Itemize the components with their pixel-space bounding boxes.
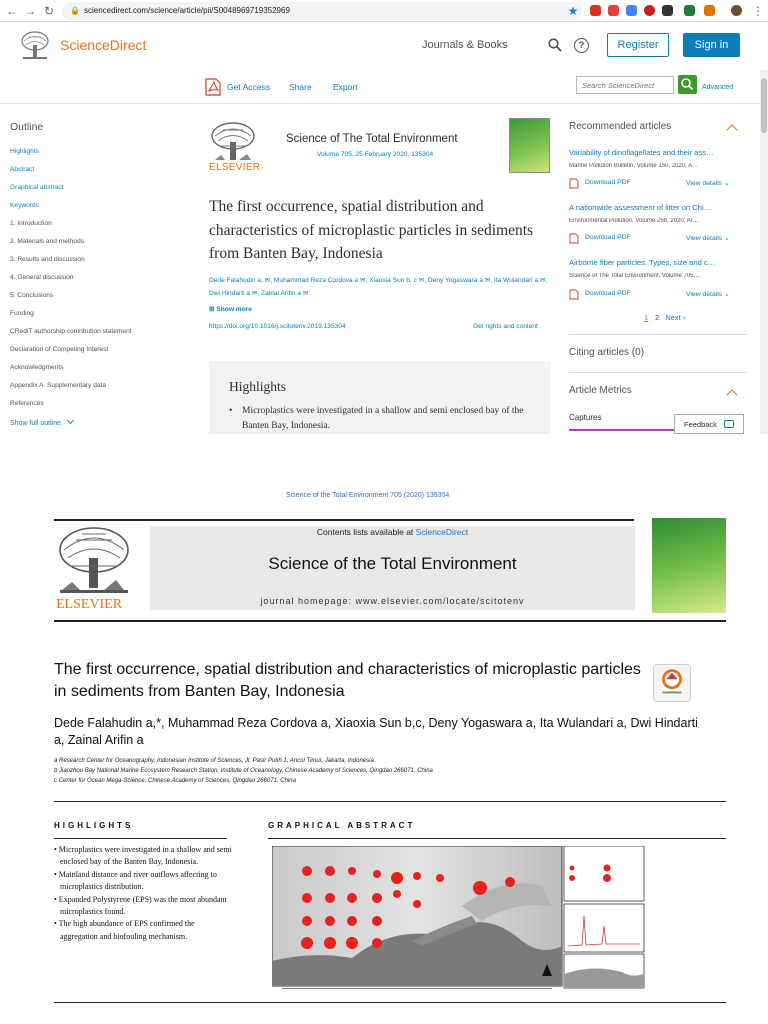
pdf-graphical-abstract-heading: GRAPHICAL ABSTRACT — [268, 821, 416, 830]
right-sidebar — [560, 104, 760, 434]
pdf-journal-homepage: journal homepage: www.elsevier.com/locate/scitotenv — [260, 596, 525, 606]
extension-icon[interactable] — [704, 5, 715, 16]
get-access-link[interactable]: Get Access — [227, 82, 270, 92]
profile-avatar[interactable] — [731, 5, 742, 16]
journal-cover-thumbnail[interactable] — [509, 118, 550, 173]
chat-bubble-icon — [724, 420, 734, 428]
back-icon[interactable]: ← — [6, 4, 18, 18]
chevron-right-icon: › — [682, 313, 686, 322]
outline-item-conclusions[interactable]: 5. Conclusions — [10, 292, 54, 299]
recommended-article-title[interactable]: Airborne fiber particles: Types, size and c… — [569, 258, 716, 267]
outline-item-acknowledgments[interactable]: Acknowledgments — [10, 364, 64, 371]
recommended-articles-title[interactable]: Recommended articles — [569, 121, 672, 132]
outline-title: Outline — [10, 121, 44, 133]
feedback-label: Feedback — [684, 420, 717, 429]
pdf-highlight-item: • Microplastics were investigated in a shallow and semi enclosed bay of the Banten Bay, Indonesia. — [54, 845, 232, 867]
pdf-journal-banner — [150, 526, 635, 610]
pdf-journal-name: Science of the Total Environment — [268, 554, 517, 573]
pdf-rule — [268, 838, 726, 839]
search-icon[interactable] — [548, 38, 562, 52]
outline-item-keywords[interactable]: Keywords — [10, 202, 39, 209]
pdf-affiliation-a: a Research Center for Oceanography, Indonesian Institute of Sciences, Jl. Pasir Putih 1, Ancol Timur, Jakarta, Indonesia — [54, 758, 374, 764]
view-details-label: View details — [686, 180, 723, 187]
page-2-link[interactable]: 2 — [655, 313, 660, 322]
view-details-label: View details — [686, 291, 723, 298]
chevron-up-icon[interactable] — [726, 124, 737, 135]
next-page-link[interactable] — [665, 313, 685, 322]
outline-item-general-discussion[interactable]: 4. General discussion — [10, 274, 74, 281]
pdf-contents-prefix: Contents lists available at — [316, 527, 416, 537]
pdf-affiliation-c: c Center for Ocean Mega-Science, Chinese Academy of Sciences, Qingdao 266071, China — [54, 778, 296, 784]
bookmark-star-icon[interactable]: ★ — [567, 4, 579, 18]
pdf-contents-line — [150, 527, 635, 537]
address-bar-url: sciencedirect.com/science/article/pii/S0048969719352969 — [84, 6, 290, 15]
check-for-updates-icon — [653, 664, 691, 702]
page-1-link[interactable]: 1 — [644, 313, 649, 322]
register-button[interactable]: Register — [607, 33, 669, 57]
recommended-article-source: Environmental Pollution, Volume 258, 2020, Ar… — [569, 218, 699, 224]
download-pdf-link[interactable]: Download PDF — [585, 234, 631, 241]
brand-name[interactable]: ScienceDirect — [60, 37, 147, 53]
pdf-affiliation-b: b Jiaozhou Bay National Marine Ecosystem Research Station, Institute of Oceanology, Chinese Academy of Sciences, Qingdao 266071, China — [54, 768, 433, 774]
pdf-icon[interactable] — [569, 233, 579, 244]
pdf-highlights-heading: HIGHLIGHTS — [54, 821, 134, 830]
outline-item-introduction[interactable]: 1. Introduction — [10, 220, 52, 227]
help-icon[interactable]: ? — [574, 38, 589, 53]
outline-item-abstract[interactable]: Abstract — [10, 166, 35, 173]
outline-item-credit[interactable]: CRediT authorship contribution statement — [10, 328, 132, 335]
site-header — [0, 22, 768, 70]
signin-button[interactable]: Sign in — [683, 33, 740, 57]
chevron-down-icon: ⌄ — [724, 235, 730, 242]
show-full-outline-link[interactable] — [10, 420, 73, 427]
chevron-down-icon: ⌄ — [724, 291, 730, 298]
article-header — [195, 104, 560, 434]
extension-icon[interactable] — [644, 5, 655, 16]
outline-item-competing-interest[interactable]: Declaration of Competing Interest — [10, 346, 109, 353]
extension-icon[interactable] — [608, 5, 619, 16]
elsevier-tree-logo-icon[interactable] — [209, 120, 257, 168]
pdf-highlight-item: • Mainland distance and river outflows affecting to microplastics distribution. — [54, 869, 217, 892]
search-submit-button[interactable] — [678, 75, 697, 94]
pdf-rule — [54, 1002, 726, 1003]
advanced-search-link[interactable]: Advanced — [702, 84, 734, 91]
pdf-article-title: The first occurrence, spatial distribution and characteristics of microplastic particles in sediments from Banten Bay, Indonesia — [54, 661, 641, 700]
elsevier-wordmark: ELSEVIER — [209, 162, 261, 173]
outline-item-references[interactable]: References — [10, 400, 44, 407]
pdf-affiliations — [54, 756, 694, 786]
view-details-link[interactable] — [686, 290, 730, 298]
pdf-author-list: Dede Falahudin a,*, Muhammad Reza Cordova a, Xiaoxia Sun b,c, Deny Yogaswara a, Ita Wulandari a, Dwi Hindarti a, Zainal Arifin a — [54, 716, 698, 747]
extension-icon[interactable] — [626, 5, 637, 16]
outline-item-results[interactable]: 3. Results and discussion — [10, 256, 85, 263]
forward-icon[interactable]: → — [24, 4, 36, 18]
extension-icon[interactable] — [684, 5, 695, 16]
article-action-bar — [0, 70, 760, 104]
outline-item-methods[interactable]: 2. Materials and methods — [10, 238, 85, 245]
download-pdf-link[interactable]: Download PDF — [585, 179, 631, 186]
chevron-down-icon — [67, 417, 74, 424]
recommended-article-source: Science of The Total Environment, Volume 705,… — [569, 273, 702, 279]
lock-icon: 🔒 — [70, 6, 80, 15]
article-metrics-title[interactable]: Article Metrics — [569, 385, 632, 396]
search-sciencedirect-input[interactable] — [576, 76, 674, 94]
share-link[interactable]: Share — [289, 82, 312, 92]
chevron-down-icon: ⌄ — [724, 180, 730, 187]
reload-icon[interactable]: ↻ — [43, 4, 55, 18]
recommended-article-title[interactable]: A nationwide assessment of litter on Chi… — [569, 203, 712, 212]
journals-books-link[interactable]: Journals & Books — [422, 39, 508, 51]
article-outline — [0, 104, 195, 434]
feedback-button[interactable] — [674, 414, 744, 434]
pdf-rule — [54, 620, 726, 622]
view-details-link[interactable] — [686, 179, 730, 187]
view-details-label: View details — [686, 235, 723, 242]
outline-item-funding[interactable]: Funding — [10, 310, 34, 317]
pdf-highlight-item: • Expanded Polystyrene (EPS) was the most abundant microplastics found. — [54, 894, 227, 917]
journal-name-link[interactable]: Science of The Total Environment — [286, 133, 458, 145]
captures-metric-bar — [569, 429, 674, 431]
highlights-section — [209, 361, 550, 434]
doi-link[interactable]: https://doi.org/10.1016/j.scitotenv.2019.135304 — [209, 323, 346, 330]
captures-metric-label: Captures — [569, 413, 602, 422]
pdf-citation-line: Science of the Total Environment 705 (2020) 135304 — [286, 492, 450, 499]
volume-issue-link[interactable]: Volume 705, 25 February 2020, 135304 — [317, 151, 434, 158]
pdf-rule — [54, 519, 634, 521]
show-more-label: Show more — [216, 306, 252, 313]
pdf-rule — [54, 838, 227, 839]
outline-item-graphical-abstract[interactable]: Graphical abstract — [10, 184, 64, 191]
pdf-highlight-item: • The high abundance of EPS confirmed the aggregation and biofouling mechanism. — [54, 919, 195, 941]
highlight-item: • Microplastics were investigated in a shallow and semi enclosed bay of the Banten Bay, Indonesia. — [229, 404, 529, 434]
rights-content-link[interactable]: Get rights and content — [473, 323, 538, 330]
graphical-abstract-map — [272, 846, 725, 1002]
chevron-up-icon[interactable] — [726, 389, 737, 400]
author-list[interactable]: Dede Falahudin a, ✉, Muhammad Reza Cordova a ✉, Xiaoxia Sun b, c ✉, Deny Yogaswara a ✉, Ita Wulandari a ✉, Dwi Hindarti a ✉, Zainal Arifin a ✉ — [209, 277, 548, 297]
pdf-icon[interactable] — [569, 178, 579, 189]
view-details-link[interactable] — [686, 234, 730, 242]
recommended-article-source: Marine Pollution Bulletin, Volume 150, 2020, A… — [569, 163, 699, 169]
pdf-journal-cover — [652, 518, 726, 613]
download-pdf-link[interactable]: Download PDF — [585, 290, 631, 297]
pdf-first-page-image — [0, 434, 768, 1024]
export-link[interactable]: Export — [333, 82, 358, 92]
outline-item-appendix[interactable]: Appendix A. Supplementary data — [10, 382, 107, 389]
plus-icon: ⊞ — [209, 306, 217, 313]
highlights-heading: Highlights — [229, 379, 287, 394]
outline-item-highlights[interactable]: Highlights — [10, 148, 39, 155]
pdf-highlights-list — [54, 844, 234, 943]
divider — [569, 372, 747, 373]
page-scrollbar[interactable] — [760, 70, 768, 434]
recommended-pagination — [644, 313, 685, 322]
divider — [569, 334, 747, 335]
address-bar[interactable] — [62, 2, 582, 20]
pdf-icon[interactable] — [569, 289, 579, 300]
article-title: The first occurrence, spatial distribution and characteristics of microplastic particles in sediments from Banten Bay, Indonesia — [209, 198, 534, 262]
pdf-sciencedirect-link: ScienceDirect — [415, 527, 469, 537]
scrollbar-thumb[interactable] — [761, 78, 767, 133]
next-page-label: Next — [665, 313, 681, 322]
pdf-icon[interactable] — [205, 78, 221, 96]
pdf-elsevier-wordmark: ELSEVIER — [56, 597, 123, 612]
browser-toolbar — [0, 0, 768, 22]
citing-articles-title[interactable]: Citing articles (0) — [569, 347, 645, 358]
extension-icon[interactable] — [662, 5, 673, 16]
show-full-outline-label: Show full outline — [10, 420, 61, 427]
show-more-authors-link[interactable] — [209, 305, 252, 313]
pdf-rule — [54, 801, 726, 802]
elsevier-tree-logo-icon[interactable] — [20, 30, 50, 60]
recommended-article-title[interactable]: Variability of dinoflagellates and their ass… — [569, 148, 714, 157]
elsevier-tree-logo-icon — [56, 524, 132, 600]
browser-menu-icon[interactable]: ⋮ — [752, 4, 764, 18]
extension-icon[interactable] — [590, 5, 601, 16]
search-icon — [678, 75, 697, 94]
